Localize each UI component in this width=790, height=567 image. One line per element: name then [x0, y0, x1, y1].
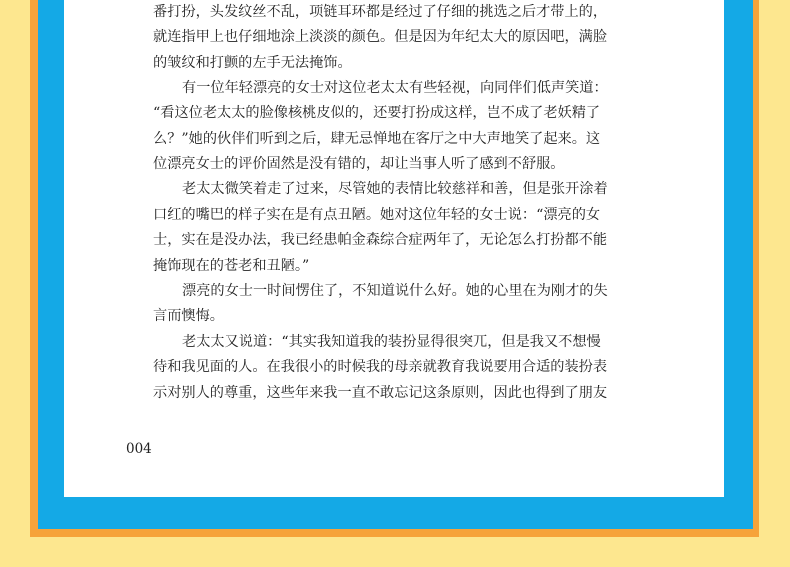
- book-page: [64, 0, 724, 497]
- text-line: 言而懊悔。: [153, 308, 224, 324]
- text-line: 口红的嘴巴的样子实在是有点丑陋。她对这位年轻的女士说：“漂亮的女: [153, 207, 601, 223]
- text-line: 待和我见面的人。在我很小的时候我的母亲就教育我说要用合适的装扮表: [153, 359, 608, 375]
- text-line: 有一位年轻漂亮的女士对这位老太太有些轻视，向同伴们低声笑道：: [182, 80, 608, 96]
- text-line: 掩饰现在的苍老和丑陋。”: [153, 258, 310, 274]
- text-line: 示对别人的尊重，这些年来我一直不敢忘记这条原则，因此也得到了朋友: [153, 385, 608, 401]
- page-number: 004: [126, 441, 152, 457]
- text-line: 就连指甲上也仔细地涂上淡淡的颜色。但是因为年纪太大的原因吧，满脸: [153, 29, 608, 45]
- text-line: 老太太又说道：“其实我知道我的装扮显得很突兀，但是我又不想慢: [182, 334, 601, 350]
- text-line: 老太太微笑着走了过来，尽管她的表情比较慈祥和善，但是张开涂着: [182, 181, 608, 197]
- text-line: “看这位老太太的脸像核桃皮似的，还要打扮成这样，岂不成了老妖精了: [153, 105, 601, 121]
- text-line: 漂亮的女士一时间愣住了，不知道说什么好。她的心里在为刚才的失: [182, 283, 608, 299]
- text-line: 的皱纹和打颤的左手无法掩饰。: [153, 55, 352, 71]
- text-line: 么？”她的伙伴们听到之后，肆无忌惮地在客厅之中大声地笑了起来。这: [153, 131, 601, 147]
- text-line: 番打扮，头发纹丝不乱，项链耳环都是经过了仔细的挑选之后才带上的，: [153, 4, 608, 20]
- text-line: 位漂亮女士的评价固然是没有错的，却让当事人听了感到不舒服。: [153, 156, 565, 172]
- text-line: 士，实在是没办法，我已经患帕金森综合症两年了，无论怎么打扮都不能: [153, 232, 608, 248]
